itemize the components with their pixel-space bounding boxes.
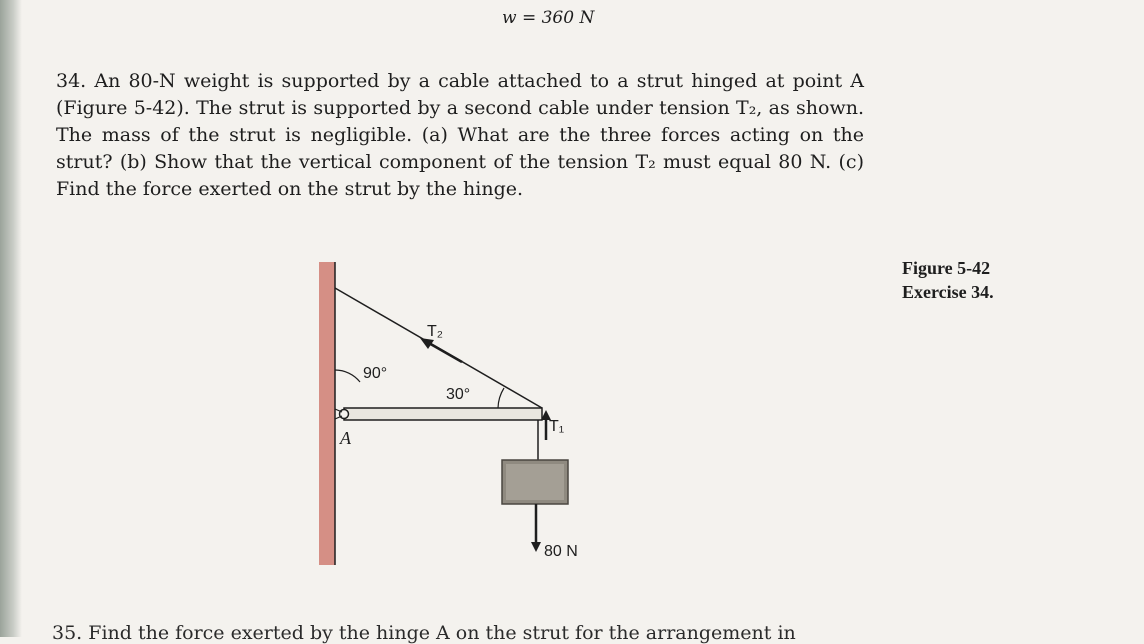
- page-edge-shadow: [0, 0, 22, 637]
- hinge-pin: [340, 410, 349, 419]
- figure-caption-title: Figure 5-42: [902, 258, 991, 278]
- weight-block-face: [506, 464, 564, 500]
- angle-arc-90: [335, 370, 360, 382]
- weight-label: w = 360 N: [502, 8, 595, 28]
- t2-arrow-shaft: [427, 342, 462, 362]
- figure-caption-subtitle: Exercise 34.: [902, 282, 994, 302]
- label-angle-30: 30°: [446, 386, 471, 403]
- textbook-page: [22, 0, 1144, 644]
- angle-arc-30: [498, 388, 504, 408]
- wall: [319, 262, 335, 565]
- weight-arrow-head: [531, 542, 541, 552]
- strut: [344, 408, 542, 420]
- label-angle-90: 90°: [363, 365, 388, 382]
- strut-diagram: [22, 0, 1144, 637]
- label-t1: T₁: [549, 418, 565, 435]
- label-t2: T₂: [427, 323, 443, 340]
- label-weight: 80 N: [544, 543, 578, 560]
- label-point-a: A: [340, 428, 351, 448]
- problem-34-text: 34. An 80-N weight is supported by a cable attached to a strut hinged at point A (Figure 5-42). The strut is supported by a second cable under tension T₂, as shown. The mass of the strut is negligible. (a) What are the three forces acting on the strut? (b) Show that the vertical component of the tension T₂ must equal 80 N. (c) Find the force exerted on the strut by the hinge.: [56, 70, 864, 200]
- next-problem-partial: 35. Find the force exerted by the hinge A on the strut for the arrangement in: [52, 622, 796, 644]
